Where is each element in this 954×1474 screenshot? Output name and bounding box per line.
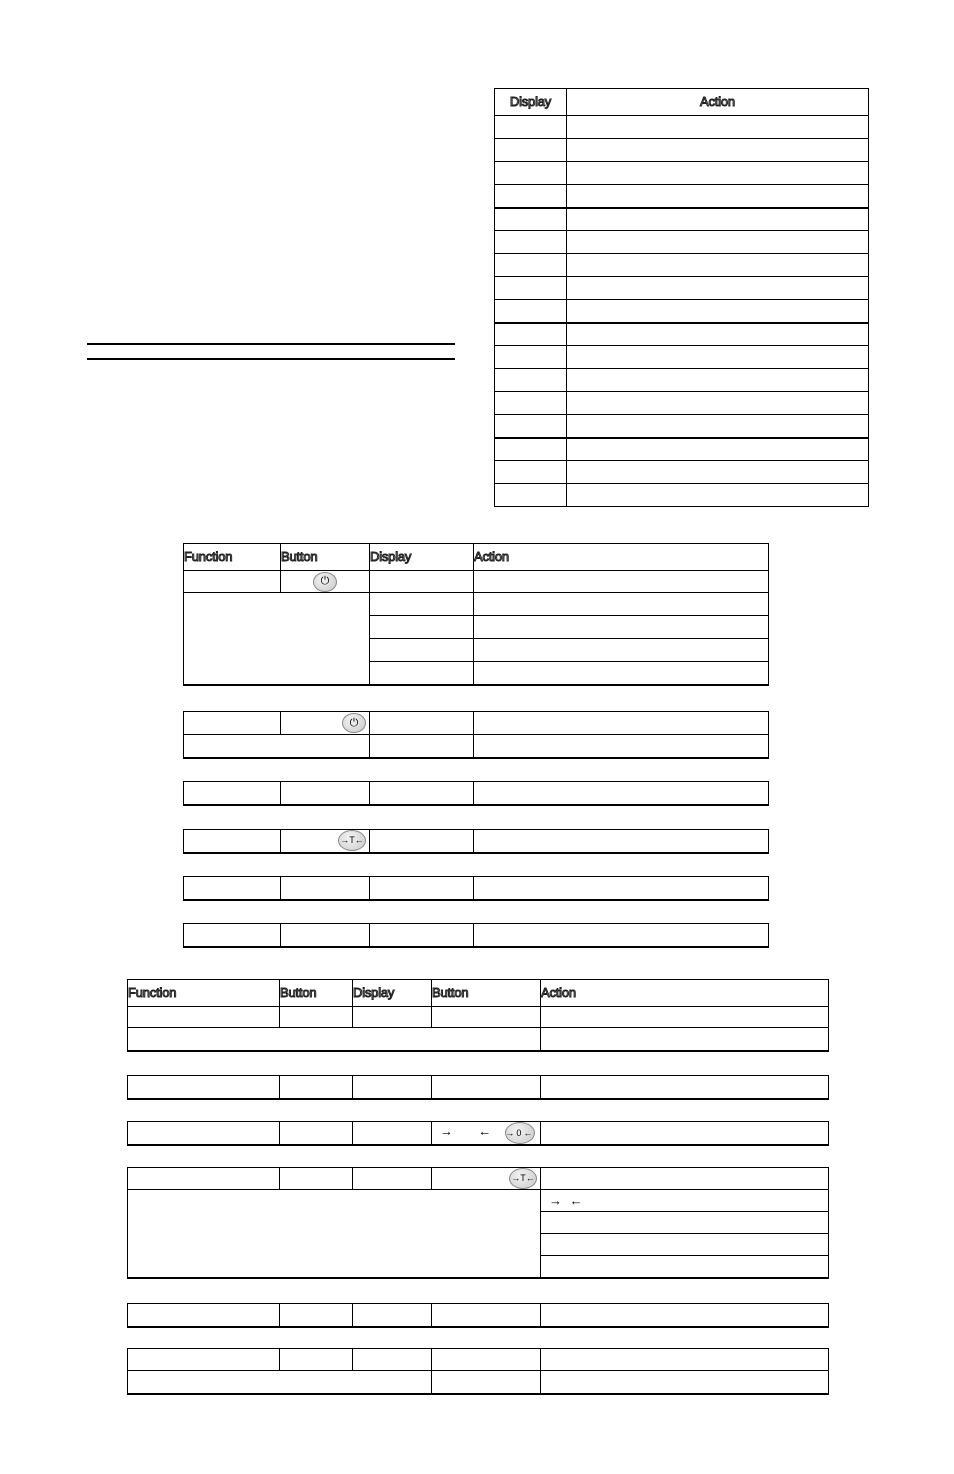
table-row [128,1371,829,1394]
table-row [184,593,769,616]
zero-icon: →0← [505,1122,535,1144]
function-table-power [183,711,769,759]
table-row [184,877,769,900]
function-button-table-row-b [127,1303,829,1328]
table-row [128,1349,829,1371]
header-function: Function [184,544,281,571]
function-table-row-c [183,923,769,948]
header-display: Display [495,89,567,116]
arrow-right-icon: → [440,1123,455,1139]
table-row [495,323,869,346]
header-button: Button [280,980,353,1007]
function-button-table-row-c [127,1348,829,1395]
table-row [184,782,769,805]
table-row [184,924,769,947]
header-function: Function [128,980,280,1007]
table-row [495,185,869,208]
table-row [495,438,869,461]
table-row [495,369,869,392]
power-icon: ⏻ [313,572,337,592]
function-button-table-zero [127,1121,829,1146]
table-row [495,277,869,300]
table-row [495,254,869,277]
table-row [495,116,869,139]
arrow-right-icon: → [549,1193,564,1208]
display-action-table [494,88,869,507]
table-row [495,461,869,484]
table-row [128,1076,829,1099]
header-display: Display [370,544,474,571]
arrow-left-icon: ← [569,1193,585,1208]
function-table-row-a [183,781,769,806]
function-button-table-tare [127,1167,829,1279]
table-row [184,735,769,758]
table-row [495,415,869,438]
table-row [128,1168,829,1190]
table-row [495,346,869,369]
table-row [495,300,869,323]
function-table-main [183,543,769,686]
table-row [184,571,769,593]
table-header-row [184,544,769,571]
power-icon: ⏻ [342,713,366,733]
header-button: Button [281,544,370,571]
table-header-row [128,980,829,1007]
function-table-row-b [183,876,769,901]
header-action: Action [567,89,869,116]
table-row [128,1304,829,1327]
function-button-table-main [127,979,829,1052]
header-display: Display [353,980,432,1007]
table-row [128,1007,829,1028]
table-row [184,830,769,853]
table-row [495,162,869,185]
arrow-left-icon: ← [478,1123,494,1139]
tare-icon: →T← [338,830,366,851]
section-rule-top [87,343,455,345]
table-row [495,208,869,231]
header-button-2: Button [432,980,541,1007]
header-action: Action [541,980,829,1007]
table-row [495,392,869,415]
section-rule-bottom [87,358,455,360]
table-row [495,139,869,162]
table-row [495,231,869,254]
function-table-tare [183,829,769,854]
table-row [128,1028,829,1051]
table-row [128,1190,829,1212]
function-button-table-row-a [127,1075,829,1100]
tare-icon: →T← [509,1168,537,1189]
header-action: Action [474,544,769,571]
table-row [495,484,869,507]
table-row [184,712,769,735]
table-row [128,1122,829,1146]
table-header-row [495,89,869,116]
